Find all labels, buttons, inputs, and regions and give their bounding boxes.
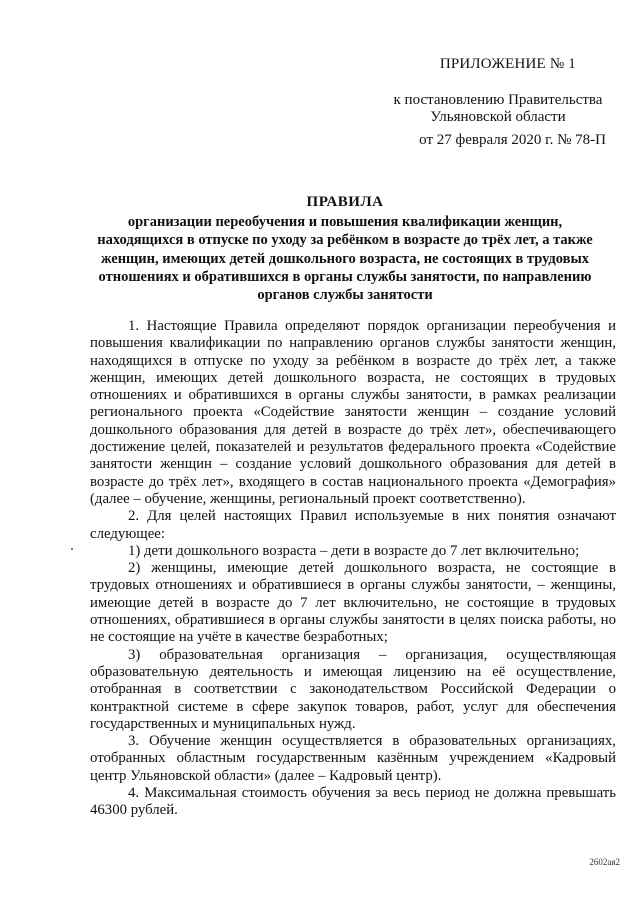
paragraph-2-item-3: 3) образовательная организация – организация, осуществляющая образовательную деятельность и имеющая лицензию на её осуществление, отобранная в соответствии с законодательством Российской Федерации о контрактной системе в сфере закупок товаров, работ, услуг для обеспечения государственных и муниципальных нужд. [90,646,616,732]
document-title: ПРАВИЛА [306,194,384,210]
footer-code: 2602ая2 [589,857,620,867]
resolution-date-number: от 27 февраля 2020 г. № 78-П [419,132,606,148]
document-body [90,318,616,820]
paragraph-2-item-1: 1) дети дошкольного возраста – дети в возрасте до 7 лет включительно; [128,542,580,559]
document-subtitle: организации переобучения и повышения квалификации женщин, находящихся в отпуске по уходу за ребёнком в возрасте до трёх лет, а также женщин, имеющих детей дошкольного возраста, не состоящих в трудовых отношениях и обратившихся в органы службы занятости, по направлению органов службы занятости [97,214,593,304]
scan-dot [71,548,73,550]
paragraph-1: 1. Настоящие Правила определяют порядок организации переобучения и повышения квалификации по направлению органов службы занятости женщин, находящихся в отпуске по уходу за ребёнком в возрасте до трёх лет, а также женщин, имеющих детей дошкольного возраста, не состоящих в трудовых отношениях и обратившихся в органы службы занятости, в рамках реализации регионального проекта «Содействие занятости женщин – создание условий дошкольного образования для детей в возрасте до трёх лет», обеспечивающего достижение целей, показателей и результатов федерального проекта «Содействие занятости женщин – создание условий дошкольного образования для детей в возрасте до трёх лет», входящего в состав национального проекта «Демография» (далее – обучение, женщины, региональный проект соответственно). [90,318,616,507]
resolution-line-1: к постановлению Правительства [393,92,603,108]
resolution-line-2: Ульяновской области [430,109,566,125]
resolution-reference [360,92,616,126]
paragraph-2: 2. Для целей настоящих Правил используемые в них понятия означают следующее: [90,508,616,542]
paragraph-4: 4. Максимальная стоимость обучения за весь период не должна превышать 46300 рублей. [90,785,616,819]
appendix-label: ПРИЛОЖЕНИЕ № 1 [439,56,576,72]
paragraph-3: 3. Обучение женщин осуществляется в образовательных организациях, отобранных областным государственным казённым учреждением «Кадровый центр Ульяновской области» (далее – Кадровый центр). [90,733,616,784]
document-heading [95,194,595,304]
paragraph-2-item-2: 2) женщины, имеющие детей дошкольного возраста, не состоящие в трудовых отношениях и обратившиеся в органы службы занятости, – женщины, имеющие детей в возрасте до 7 лет включительно, не состоящие в трудовых отношениях, обратившиеся в органы службы занятости в целях поиска работы, но не состоящие на учёте в качестве безработных; [90,560,616,646]
